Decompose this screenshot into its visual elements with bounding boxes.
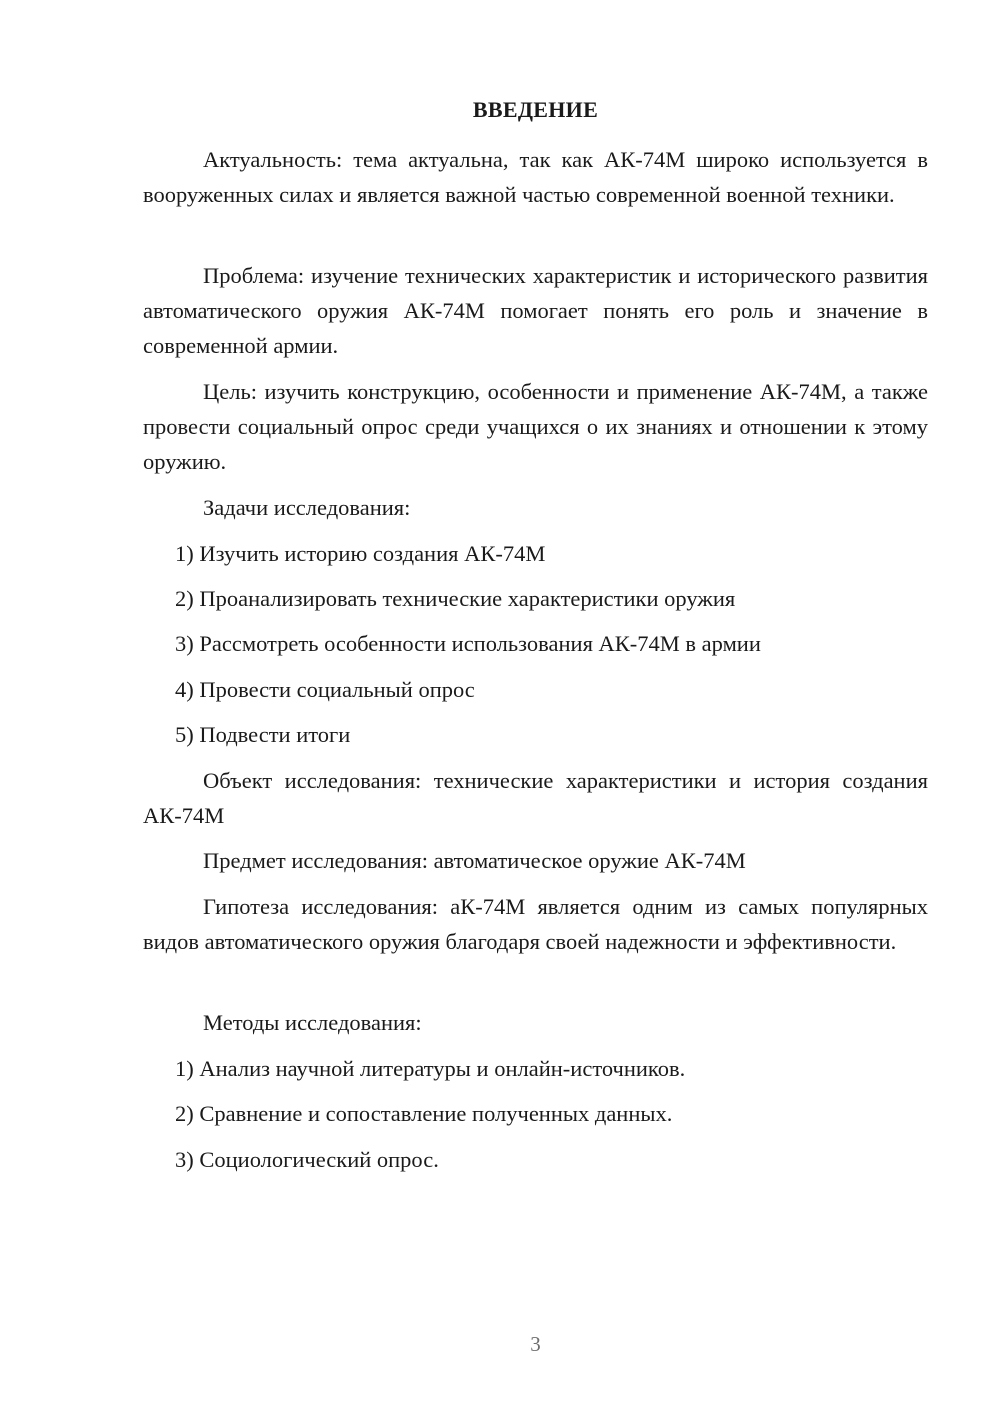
problem-paragraph: Проблема: изучение технических характеристик и исторического развития автоматического оружия АК-74М помогает понять его роль и значение в современной армии. [143, 263, 928, 358]
task-item: 4) Провести социальный опрос [175, 677, 475, 702]
document-page [143, 0, 928, 1414]
tasks-title: Задачи исследования: [203, 495, 411, 520]
task-item: 2) Проанализировать технические характеристики оружия [175, 586, 736, 611]
task-item: 5) Подвести итоги [175, 722, 351, 747]
method-item: 2) Сравнение и сопоставление полученных данных. [175, 1101, 673, 1126]
object-paragraph: Объект исследования: технические характеристики и история создания АК-74М [143, 768, 928, 828]
method-item: 1) Анализ научной литературы и онлайн-источников. [175, 1056, 686, 1081]
methods-title: Методы исследования: [203, 1010, 422, 1035]
goal-paragraph: Цель: изучить конструкцию, особенности и применение АК-74М, а также провести социальный опрос среди учащихся о их знаниях и отношении к этому оружию. [143, 379, 928, 474]
task-item: 3) Рассмотреть особенности использования АК-74М в армии [175, 631, 761, 656]
relevance-paragraph: Актуальность: тема актуальна, так как АК-74М широко используется в вооруженных силах и является важной частью современной военной техники. [143, 147, 928, 207]
page-number: 3 [530, 1332, 541, 1356]
hypothesis-paragraph: Гипотеза исследования: аК-74М является одним из самых популярных видов автоматического оружия благодаря своей надежности и эффективности. [143, 894, 928, 954]
task-item: 1) Изучить историю создания АК-74М [175, 541, 546, 566]
subject-paragraph: Предмет исследования: автоматическое оружие АК-74М [203, 848, 746, 873]
section-heading: ВВЕДЕНИЕ [472, 97, 599, 122]
method-item: 3) Социологический опрос. [175, 1147, 439, 1172]
